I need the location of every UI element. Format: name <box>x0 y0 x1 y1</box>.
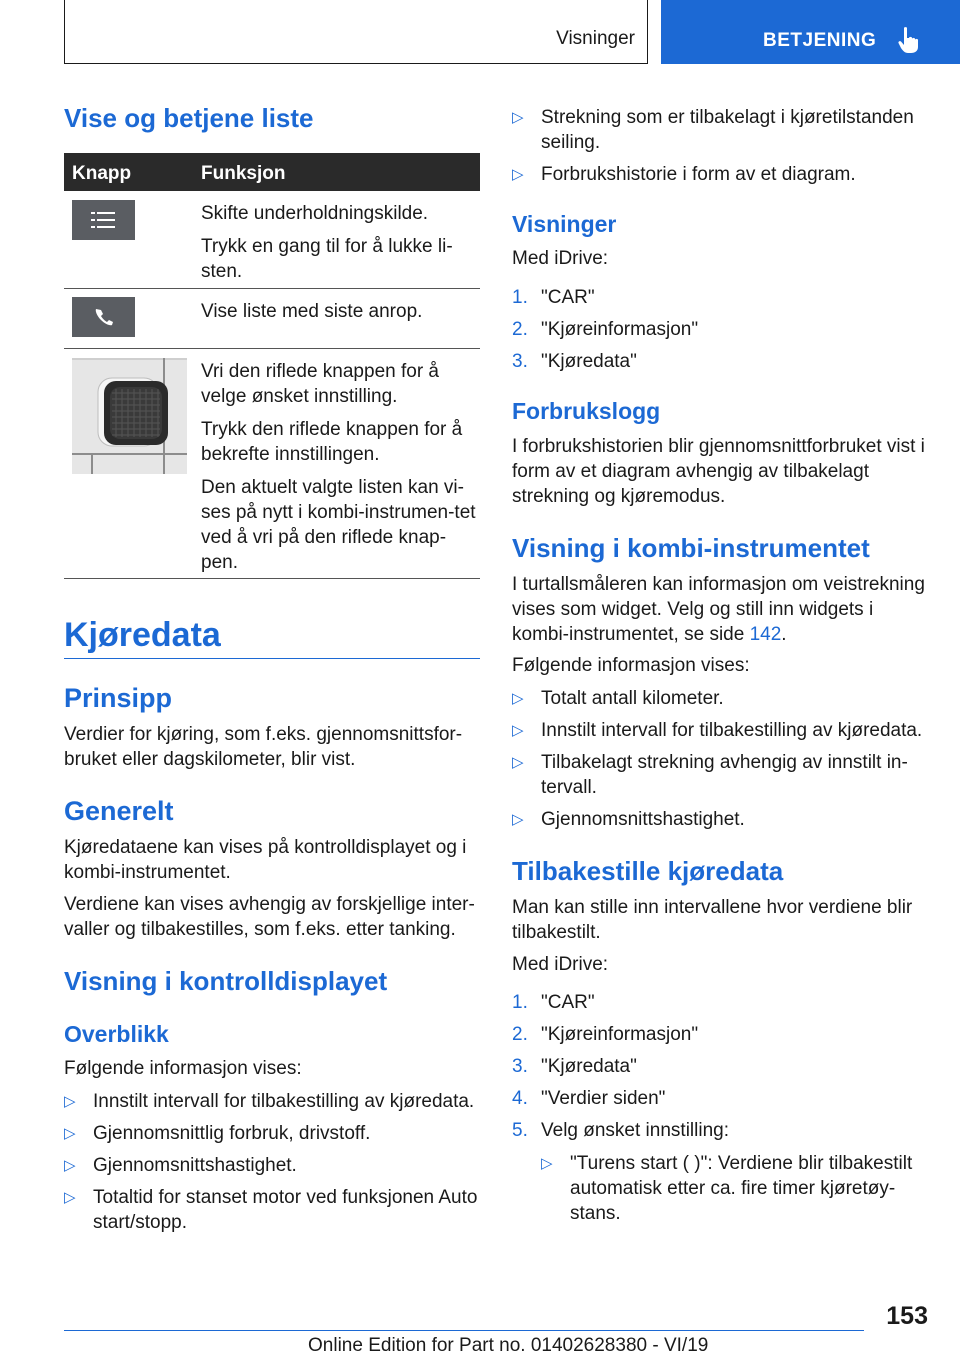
triangle-bullet-icon: ▷ <box>512 754 524 771</box>
triangle-bullet-icon: ▷ <box>512 109 524 126</box>
list-item: 4. "Verdier siden" <box>512 1088 666 1109</box>
footer-edition: Online Edition for Part no. 01402628380 - VI/19 <box>308 1335 709 1356</box>
generelt-text-2: Verdiene kan vises avhengig av forskjellige inter-valler og tilbakestilles, som f.eks. etter tanking. <box>64 894 475 940</box>
kombi-text: I turtallsmåleren kan informasjon om veistrekning vises som widget. Velg og still inn widgets i kombi-instrumentet, se side 142. <box>512 574 925 645</box>
triangle-bullet-icon: ▷ <box>64 1157 76 1174</box>
kombi-list <box>512 686 928 839</box>
table-text: Den aktuelt valgte listen kan vi-ses på nytt i kombi-instrumen-tet ved å vri på den riflede knap-pen. <box>201 477 476 573</box>
list-item: 2. "Kjøreinformasjon" <box>512 319 699 340</box>
kombi-heading: Visning i kombi-instrumentet <box>512 533 870 563</box>
list-item: ▷ Totaltid for stanset motor ved funksjonen Auto start/stopp. <box>64 1187 478 1233</box>
kombi-intro: Følgende informasjon vises: <box>512 655 750 676</box>
forbrukslogg-text: I forbrukshistorien blir gjennomsnittforbruket vist i form av et diagram avhengig av tilbakelagt strekning og kjøremodus. <box>512 436 925 507</box>
list-item: ▷ Innstilt intervall for tilbakestilling av kjøredata. <box>64 1091 475 1112</box>
visninger-intro: Med iDrive: <box>512 248 609 269</box>
triangle-bullet-icon: ▷ <box>512 722 524 739</box>
knurled-knob-photo <box>72 358 187 474</box>
table-text: Vise liste med siste anrop. <box>201 301 423 322</box>
overblikk-heading: Overblikk <box>64 1021 169 1047</box>
list-menu-icon <box>72 200 135 240</box>
table-text: Vri den riflede knappen for å velge ønsket innstilling. <box>201 361 440 407</box>
table-cell-function <box>201 201 477 292</box>
list-item: ▷ Innstilt intervall for tilbakestilling av kjøredata. <box>512 720 923 741</box>
triangle-bullet-icon: ▷ <box>512 811 524 828</box>
kjoredata-heading: Kjøredata <box>64 616 221 654</box>
table-row <box>64 349 480 579</box>
header-chapter-tab <box>661 0 960 64</box>
list-item: ▷ Gjennomsnittshastighet. <box>512 809 745 830</box>
table-title: Vise og betjene liste <box>64 103 314 133</box>
page-number: 153 <box>886 1302 928 1330</box>
continued-list <box>512 105 928 194</box>
prinsipp-text: Verdier for kjøring, som f.eks. gjennomsnittsfor-bruket eller dagskilometer, blir vist. <box>64 724 463 770</box>
footer-rule <box>64 1330 864 1331</box>
reset-heading: Tilbakestille kjøredata <box>512 856 784 886</box>
forbrukslogg-heading: Forbrukslogg <box>512 398 661 424</box>
generelt-heading: Generelt <box>64 796 174 826</box>
triangle-bullet-icon: ▷ <box>512 166 524 183</box>
table-cell-function <box>201 299 477 332</box>
list-item: ▷ Tilbakelagt strekning avhengig av innstilt in-tervall. <box>512 752 908 798</box>
pointing-hand-icon <box>898 26 920 54</box>
phone-icon <box>72 297 135 337</box>
list-item: 2. "Kjøreinformasjon" <box>512 1024 699 1045</box>
table-header-function: Funksjon <box>201 163 286 184</box>
header-section-box <box>64 0 648 64</box>
overblikk-intro: Følgende informasjon vises: <box>64 1058 302 1079</box>
triangle-bullet-icon: ▷ <box>64 1093 76 1110</box>
prinsipp-heading: Prinsipp <box>64 683 173 713</box>
table-text: Skifte underholdningskilde. <box>201 203 429 224</box>
heading-rule <box>64 658 480 659</box>
reset-sub-list <box>541 1151 928 1233</box>
page-reference-link[interactable]: 142 <box>749 624 782 645</box>
list-item: 3. "Kjøredata" <box>512 1056 637 1077</box>
list-item: 1. "CAR" <box>512 287 595 308</box>
table-text: Trykk den riflede knappen for å bekrefte innstillingen. <box>201 419 463 465</box>
table-row <box>64 289 480 349</box>
list-item: 3. "Kjøredata" <box>512 351 637 372</box>
table-row <box>64 191 480 289</box>
button-function-table <box>64 153 480 579</box>
visninger-heading: Visninger <box>512 211 617 237</box>
list-item: 1. "CAR" <box>512 992 595 1013</box>
list-item: ▷ Strekning som er tilbakelagt i kjøretilstanden seiling. <box>512 107 914 153</box>
table-cell-function <box>201 359 477 583</box>
reset-intro: Med iDrive: <box>512 954 609 975</box>
triangle-bullet-icon: ▷ <box>512 690 524 707</box>
header-chapter-title: BETJENING <box>763 30 877 51</box>
triangle-bullet-icon: ▷ <box>541 1155 553 1172</box>
list-item: ▷ "Turens start ( )": Verdiene blir tilbakestilt automatisk etter ca. fire timer kjøretøy-stans. <box>541 1153 913 1224</box>
reset-text: Man kan stille inn intervallene hvor verdiene blir tilbakestilt. <box>512 897 913 943</box>
reset-steps <box>512 990 928 1150</box>
table-text: Trykk en gang til for å lukke li-sten. <box>201 236 453 282</box>
list-item: ▷ Gjennomsnittshastighet. <box>64 1155 297 1176</box>
list-item: ▷ Forbrukshistorie i form av et diagram. <box>512 164 856 185</box>
visning-kontroll-heading: Visning i kontrolldisplayet <box>64 966 388 996</box>
list-item: ▷ Totalt antall kilometer. <box>512 688 724 709</box>
table-header-button: Knapp <box>72 163 132 184</box>
list-item: ▷ Gjennomsnittlig forbruk, drivstoff. <box>64 1123 371 1144</box>
triangle-bullet-icon: ▷ <box>64 1189 76 1206</box>
overblikk-list <box>64 1089 480 1242</box>
header-section-title: Visninger <box>556 28 635 49</box>
table-header <box>64 153 480 191</box>
visninger-steps <box>512 285 928 381</box>
list-item: 5. Velg ønsket innstilling: <box>512 1120 729 1141</box>
triangle-bullet-icon: ▷ <box>64 1125 76 1142</box>
generelt-text-1: Kjøredataene kan vises på kontrolldisplayet og i kombi-instrumentet. <box>64 837 467 883</box>
